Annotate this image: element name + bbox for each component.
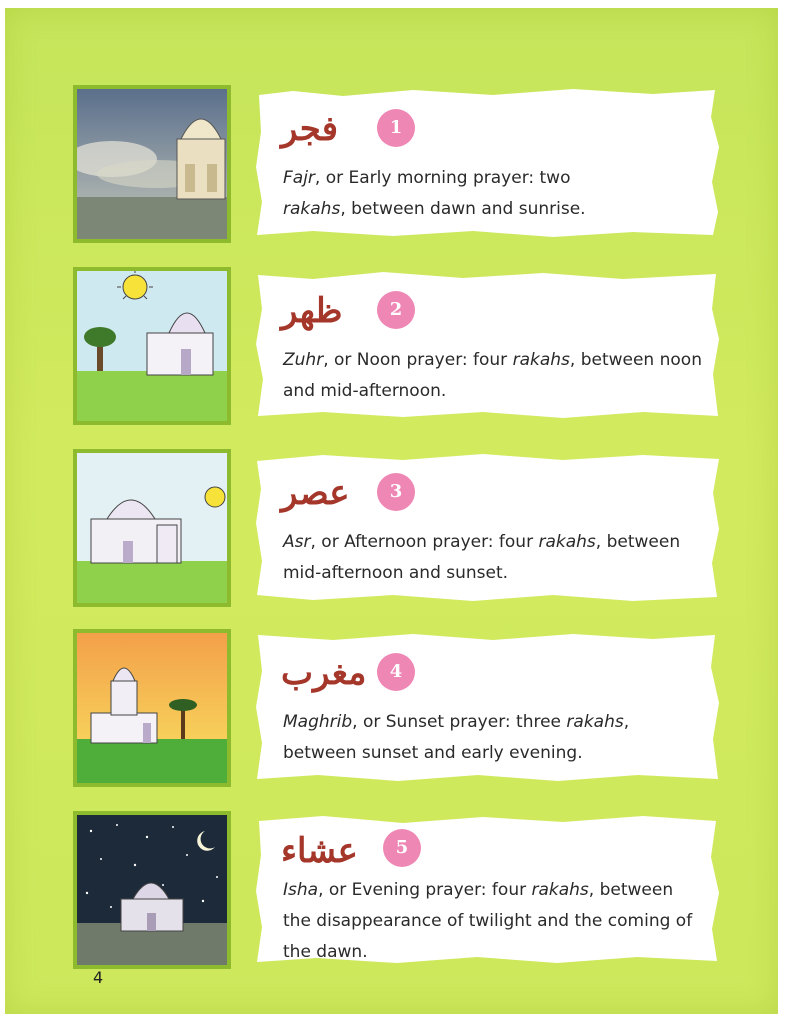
prayer-card-maghrib [253,631,721,783]
desc-part: , or Noon prayer: four [323,350,513,370]
prayer-name: Asr [283,532,311,552]
prayer-name: Zuhr [283,350,324,370]
mosque-at-dawn-icon [73,85,231,243]
prayer-row-zuhr [5,267,778,427]
mosque-at-sunset-icon [73,629,231,787]
prayer-description [283,527,703,589]
rakah-unit: rakahs [566,712,624,732]
prayer-description [283,345,703,407]
number-badge: 5 [383,829,421,867]
prayer-description [283,875,703,968]
prayer-card-asr [253,451,721,603]
prayer-name: Isha [283,880,319,900]
desc-part: , or Early morning prayer: two [314,168,571,188]
desc-part: , between sunset and early evening. [283,712,630,763]
mosque-in-afternoon-icon [73,449,231,607]
mosque-at-night-icon [73,811,231,969]
prayer-row-isha [5,811,778,971]
arabic-title: عشاء [281,831,358,871]
rakah-unit: rakahs [283,199,341,219]
prayer-row-asr [5,449,778,609]
arabic-title: فجر [281,109,338,149]
number-badge: 1 [377,109,415,147]
number-badge: 2 [377,291,415,329]
desc-part: , between dawn and sunrise. [340,199,586,219]
prayer-row-fajr [5,85,778,245]
rakah-unit: rakahs [538,532,596,552]
prayer-card-fajr [253,87,721,239]
prayer-description [283,707,703,769]
book-page [5,8,778,1014]
desc-part: , or Evening prayer: four [318,880,532,900]
rakah-unit: rakahs [531,880,589,900]
prayer-row-maghrib [5,629,778,789]
desc-part: , between noon and mid-afternoon. [283,350,702,401]
prayer-name: Fajr [283,168,315,188]
desc-part: , or Sunset prayer: three [352,712,567,732]
mosque-at-noon-icon [73,267,231,425]
prayer-card-isha [253,813,721,965]
arabic-title: عصر [281,473,350,513]
prayer-name: Maghrib [283,712,353,732]
number-badge: 4 [377,653,415,691]
desc-part: , between the disappearance of twilight and the coming of the dawn. [283,880,693,962]
prayer-card-zuhr [253,269,721,421]
prayer-description [283,163,703,225]
number-badge: 3 [377,473,415,511]
desc-part: , between mid-afternoon and sunset. [283,532,681,583]
rakah-unit: rakahs [512,350,570,370]
arabic-title: ظهر [281,291,343,331]
page-number: 4 [93,968,104,987]
desc-part: , or Afternoon prayer: four [310,532,539,552]
arabic-title: مغرب [281,653,367,693]
